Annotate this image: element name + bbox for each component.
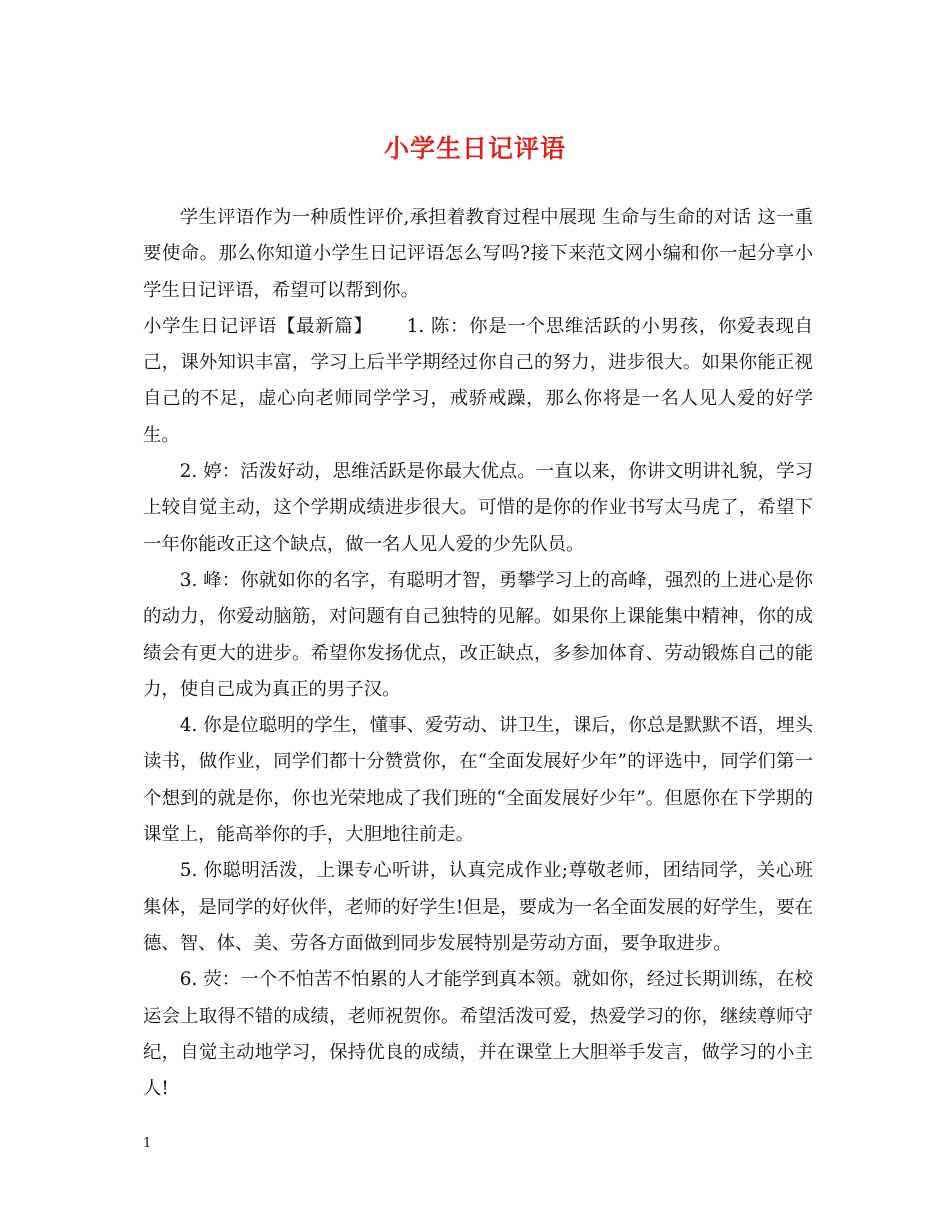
list-item: 1. 陈：你是一个思维活跃的小男孩，你爱表现自己，课外知识丰富，学习上后半学期经过你自己的努力，进步很大。如果你能正视自己的不足，虚心向老师同学学习，戒骄戒躁，那么你将是一名人见人爱的好学生。: [143, 315, 813, 446]
document-body: [143, 200, 813, 1107]
section-heading: 小学生日记评语【最新篇】: [143, 315, 373, 337]
list-item: 2. 婷：活泼好动，思维活跃是你最大优点。一直以来，你讲文明讲礼貌，学习上较自觉主动，这个学期成绩进步很大。可惜的是你的作业书写太马虎了，希望下一年你能改正这个缺点，做一名人见人爱的少先队员。: [143, 461, 813, 555]
list-item: 4. 你是位聪明的学生，懂事、爱劳动、讲卫生，课后，你总是默默不语，埋头读书，做作业，同学们都十分赞赏你，在“全面发展好少年”的评选中，同学们第一个想到的就是你，你也光荣地成了我们班的“全面发展好少年”。但愿你在下学期的课堂上，能高举你的手，大胆地往前走。: [143, 715, 813, 846]
page-number: 1: [143, 1136, 152, 1151]
section-paragraph: [143, 309, 813, 454]
intro-paragraph: 学生评语作为一种质性评价,承担着教育过程中展现 生命与生命的对话 这一重要使命。那么你知道小学生日记评语怎么写吗?接下来范文网小编和你一起分享小学生日记评语，希望可以帮到你。: [143, 207, 813, 301]
document-title: 小学生日记评语: [383, 134, 566, 163]
list-item: 6. 荧：一个不怕苦不怕累的人才能学到真本领。就如你，经过长期训练，在校运会上取得不错的成绩，老师祝贺你。希望活泼可爱，热爱学习的你，继续尊师守纪，自觉主动地学习，保持优良的成绩，并在课堂上大胆举手发言，做学习的小主人!: [143, 969, 813, 1100]
list-item: 3. 峰：你就如你的名字，有聪明才智，勇攀学习上的高峰，强烈的上进心是你的动力，你爱动脑筋，对问题有自己独特的见解。如果你上课能集中精神，你的成绩会有更大的进步。希望你发扬优点，改正缺点，多参加体育、劳动锻炼自己的能力，使自己成为真正的男子汉。: [143, 569, 813, 700]
list-item: 5. 你聪明活泼，上课专心听讲，认真完成作业;尊敬老师，团结同学，关心班集体，是同学的好伙伴，老师的好学生!但是，要成为一名全面发展的好学生，要在德、智、体、美、劳各方面做到同步发展特别是劳动方面，要争取进步。: [143, 860, 813, 954]
